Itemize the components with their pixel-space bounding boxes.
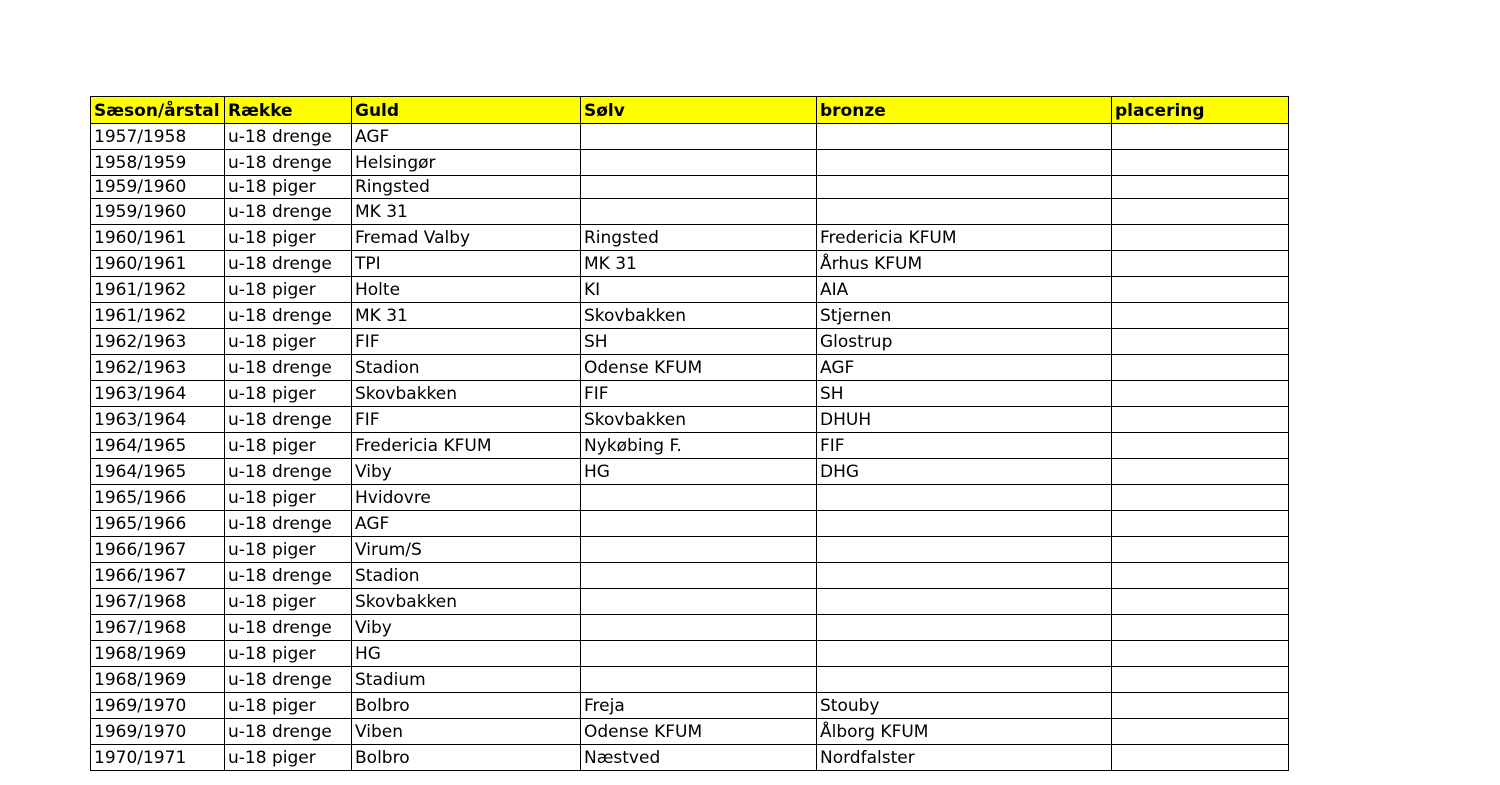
gold-cell[interactable]: Viby xyxy=(352,459,581,485)
series-cell[interactable]: u-18 piger xyxy=(225,176,352,199)
silver-cell[interactable] xyxy=(581,563,817,589)
placement-cell[interactable] xyxy=(1112,381,1289,407)
bronze-cell[interactable]: Århus KFUM xyxy=(817,251,1112,277)
season-cell[interactable]: 1964/1965 xyxy=(91,459,225,485)
placement-cell[interactable] xyxy=(1112,225,1289,251)
series-cell[interactable]: u-18 drenge xyxy=(225,511,352,537)
bronze-cell[interactable]: SH xyxy=(817,381,1112,407)
gold-cell[interactable]: AGF xyxy=(352,124,581,150)
series-cell[interactable]: u-18 piger xyxy=(225,485,352,511)
placement-cell[interactable] xyxy=(1112,329,1289,355)
table-row xyxy=(91,563,1289,589)
series-cell[interactable]: u-18 piger xyxy=(225,537,352,563)
bronze-cell[interactable]: Stouby xyxy=(817,693,1112,719)
gold-cell[interactable]: Stadion xyxy=(352,355,581,381)
silver-cell[interactable]: FIF xyxy=(581,381,817,407)
gold-cell[interactable]: FIF xyxy=(352,329,581,355)
season-cell[interactable]: 1960/1961 xyxy=(91,251,225,277)
bronze-cell[interactable]: Nordfalster xyxy=(817,745,1112,771)
silver-cell[interactable] xyxy=(581,615,817,641)
table-row xyxy=(91,251,1289,277)
gold-cell[interactable]: Skovbakken xyxy=(352,589,581,615)
gold-cell[interactable]: MK 31 xyxy=(352,199,581,225)
placement-cell[interactable] xyxy=(1112,433,1289,459)
header-cell-gold[interactable]: Guld xyxy=(352,97,581,124)
bronze-cell[interactable]: Glostrup xyxy=(817,329,1112,355)
table-row xyxy=(91,124,1289,150)
silver-cell[interactable]: Skovbakken xyxy=(581,407,817,433)
bronze-cell[interactable]: DHG xyxy=(817,459,1112,485)
silver-cell[interactable] xyxy=(581,150,817,176)
gold-cell[interactable]: FIF xyxy=(352,407,581,433)
series-cell[interactable]: u-18 piger xyxy=(225,641,352,667)
header-cell-bronze[interactable]: bronze xyxy=(817,97,1112,124)
season-cell[interactable]: 1960/1961 xyxy=(91,225,225,251)
gold-cell[interactable]: Stadion xyxy=(352,563,581,589)
series-cell[interactable]: u-18 drenge xyxy=(225,615,352,641)
series-cell[interactable]: u-18 drenge xyxy=(225,459,352,485)
bronze-cell[interactable] xyxy=(817,511,1112,537)
series-cell[interactable]: u-18 drenge xyxy=(225,407,352,433)
bronze-cell[interactable] xyxy=(817,667,1112,693)
table-row xyxy=(91,381,1289,407)
season-cell[interactable]: 1963/1964 xyxy=(91,381,225,407)
season-cell[interactable]: 1959/1960 xyxy=(91,199,225,225)
header-cell-placement[interactable]: placering xyxy=(1112,97,1289,124)
silver-cell[interactable] xyxy=(581,537,817,563)
placement-cell[interactable] xyxy=(1112,485,1289,511)
gold-cell[interactable]: Virum/S xyxy=(352,537,581,563)
season-cell[interactable]: 1970/1971 xyxy=(91,745,225,771)
table-row xyxy=(91,719,1289,745)
season-cell[interactable]: 1967/1968 xyxy=(91,615,225,641)
placement-cell[interactable] xyxy=(1112,176,1289,199)
bronze-cell[interactable] xyxy=(817,563,1112,589)
table-row xyxy=(91,225,1289,251)
silver-cell[interactable]: SH xyxy=(581,329,817,355)
series-cell[interactable]: u-18 piger xyxy=(225,329,352,355)
placement-cell[interactable] xyxy=(1112,124,1289,150)
silver-cell[interactable]: HG xyxy=(581,459,817,485)
series-cell[interactable]: u-18 piger xyxy=(225,589,352,615)
season-cell[interactable]: 1964/1965 xyxy=(91,433,225,459)
gold-cell[interactable]: Ringsted xyxy=(352,176,581,199)
placement-cell[interactable] xyxy=(1112,719,1289,745)
placement-cell[interactable] xyxy=(1112,563,1289,589)
season-cell[interactable]: 1959/1960 xyxy=(91,176,225,199)
season-cell[interactable]: 1969/1970 xyxy=(91,719,225,745)
table-row xyxy=(91,433,1289,459)
table-row xyxy=(91,329,1289,355)
season-cell[interactable]: 1958/1959 xyxy=(91,150,225,176)
season-cell[interactable]: 1961/1962 xyxy=(91,277,225,303)
season-cell[interactable]: 1968/1969 xyxy=(91,667,225,693)
bronze-cell[interactable]: AGF xyxy=(817,355,1112,381)
series-cell[interactable]: u-18 piger xyxy=(225,693,352,719)
gold-cell[interactable]: Hvidovre xyxy=(352,485,581,511)
table-row xyxy=(91,485,1289,511)
silver-cell[interactable]: KI xyxy=(581,277,817,303)
silver-cell[interactable] xyxy=(581,641,817,667)
placement-cell[interactable] xyxy=(1112,407,1289,433)
gold-cell[interactable]: MK 31 xyxy=(352,303,581,329)
placement-cell[interactable] xyxy=(1112,641,1289,667)
table-row xyxy=(91,667,1289,693)
header-row xyxy=(91,97,1289,124)
season-cell[interactable]: 1965/1966 xyxy=(91,485,225,511)
spreadsheet xyxy=(90,96,1289,771)
table-row xyxy=(91,176,1289,199)
table-row xyxy=(91,199,1289,225)
table-row xyxy=(91,511,1289,537)
placement-cell[interactable] xyxy=(1112,355,1289,381)
silver-cell[interactable]: Ringsted xyxy=(581,225,817,251)
gold-cell[interactable]: Holte xyxy=(352,277,581,303)
placement-cell[interactable] xyxy=(1112,667,1289,693)
series-cell[interactable]: u-18 piger xyxy=(225,745,352,771)
bronze-cell[interactable]: Stjernen xyxy=(817,303,1112,329)
series-cell[interactable]: u-18 drenge xyxy=(225,667,352,693)
season-cell[interactable]: 1966/1967 xyxy=(91,537,225,563)
silver-cell[interactable]: Odense KFUM xyxy=(581,355,817,381)
placement-cell[interactable] xyxy=(1112,459,1289,485)
bronze-cell[interactable] xyxy=(817,537,1112,563)
gold-cell[interactable]: TPI xyxy=(352,251,581,277)
table-row xyxy=(91,615,1289,641)
season-cell[interactable]: 1967/1968 xyxy=(91,589,225,615)
bronze-cell[interactable] xyxy=(817,176,1112,199)
placement-cell[interactable] xyxy=(1112,537,1289,563)
placement-cell[interactable] xyxy=(1112,615,1289,641)
silver-cell[interactable] xyxy=(581,667,817,693)
series-cell[interactable]: u-18 drenge xyxy=(225,563,352,589)
header-cell-series[interactable]: Række xyxy=(225,97,352,124)
season-cell[interactable]: 1969/1970 xyxy=(91,693,225,719)
series-cell[interactable]: u-18 drenge xyxy=(225,355,352,381)
gold-cell[interactable]: Fremad Valby xyxy=(352,225,581,251)
gold-cell[interactable]: Helsingør xyxy=(352,150,581,176)
bronze-cell[interactable]: Fredericia KFUM xyxy=(817,225,1112,251)
gold-cell[interactable]: Bolbro xyxy=(352,745,581,771)
table-body xyxy=(91,124,1289,771)
gold-cell[interactable]: AGF xyxy=(352,511,581,537)
bronze-cell[interactable] xyxy=(817,150,1112,176)
bronze-cell[interactable] xyxy=(817,199,1112,225)
silver-cell[interactable]: Odense KFUM xyxy=(581,719,817,745)
silver-cell[interactable]: Næstved xyxy=(581,745,817,771)
series-cell[interactable]: u-18 piger xyxy=(225,225,352,251)
bronze-cell[interactable]: Ålborg KFUM xyxy=(817,719,1112,745)
placement-cell[interactable] xyxy=(1112,511,1289,537)
series-cell[interactable]: u-18 drenge xyxy=(225,124,352,150)
silver-cell[interactable] xyxy=(581,485,817,511)
table-row xyxy=(91,641,1289,667)
gold-cell[interactable]: Fredericia KFUM xyxy=(352,433,581,459)
gold-cell[interactable]: Stadium xyxy=(352,667,581,693)
silver-cell[interactable] xyxy=(581,589,817,615)
season-cell[interactable]: 1968/1969 xyxy=(91,641,225,667)
bronze-cell[interactable] xyxy=(817,485,1112,511)
season-cell[interactable]: 1962/1963 xyxy=(91,329,225,355)
series-cell[interactable]: u-18 drenge xyxy=(225,199,352,225)
table-row xyxy=(91,589,1289,615)
series-cell[interactable]: u-18 piger xyxy=(225,277,352,303)
series-cell[interactable]: u-18 piger xyxy=(225,433,352,459)
table-row xyxy=(91,277,1289,303)
silver-cell[interactable] xyxy=(581,511,817,537)
bronze-cell[interactable] xyxy=(817,589,1112,615)
silver-cell[interactable] xyxy=(581,199,817,225)
placement-cell[interactable] xyxy=(1112,150,1289,176)
results-table xyxy=(90,96,1289,771)
season-cell[interactable]: 1962/1963 xyxy=(91,355,225,381)
season-cell[interactable]: 1957/1958 xyxy=(91,124,225,150)
placement-cell[interactable] xyxy=(1112,277,1289,303)
season-cell[interactable]: 1961/1962 xyxy=(91,303,225,329)
table-row xyxy=(91,693,1289,719)
gold-cell[interactable]: Viben xyxy=(352,719,581,745)
table-row xyxy=(91,150,1289,176)
placement-cell[interactable] xyxy=(1112,251,1289,277)
table-row xyxy=(91,745,1289,771)
header-cell-season[interactable]: Sæson/årstal xyxy=(91,97,225,124)
season-cell[interactable]: 1966/1967 xyxy=(91,563,225,589)
bronze-cell[interactable]: DHUH xyxy=(817,407,1112,433)
gold-cell[interactable]: HG xyxy=(352,641,581,667)
series-cell[interactable]: u-18 drenge xyxy=(225,150,352,176)
table-row xyxy=(91,459,1289,485)
silver-cell[interactable]: Skovbakken xyxy=(581,303,817,329)
series-cell[interactable]: u-18 drenge xyxy=(225,251,352,277)
series-cell[interactable]: u-18 piger xyxy=(225,381,352,407)
silver-cell[interactable]: Freja xyxy=(581,693,817,719)
bronze-cell[interactable] xyxy=(817,641,1112,667)
bronze-cell[interactable] xyxy=(817,124,1112,150)
silver-cell[interactable] xyxy=(581,176,817,199)
placement-cell[interactable] xyxy=(1112,745,1289,771)
silver-cell[interactable]: MK 31 xyxy=(581,251,817,277)
header-cell-silver[interactable]: Sølv xyxy=(581,97,817,124)
series-cell[interactable]: u-18 drenge xyxy=(225,303,352,329)
bronze-cell[interactable]: AIA xyxy=(817,277,1112,303)
placement-cell[interactable] xyxy=(1112,589,1289,615)
placement-cell[interactable] xyxy=(1112,303,1289,329)
gold-cell[interactable]: Bolbro xyxy=(352,693,581,719)
gold-cell[interactable]: Viby xyxy=(352,615,581,641)
silver-cell[interactable]: Nykøbing F. xyxy=(581,433,817,459)
placement-cell[interactable] xyxy=(1112,693,1289,719)
table-row xyxy=(91,537,1289,563)
silver-cell[interactable] xyxy=(581,124,817,150)
table-row xyxy=(91,407,1289,433)
season-cell[interactable]: 1965/1966 xyxy=(91,511,225,537)
table-row xyxy=(91,303,1289,329)
series-cell[interactable]: u-18 drenge xyxy=(225,719,352,745)
placement-cell[interactable] xyxy=(1112,199,1289,225)
gold-cell[interactable]: Skovbakken xyxy=(352,381,581,407)
season-cell[interactable]: 1963/1964 xyxy=(91,407,225,433)
bronze-cell[interactable] xyxy=(817,615,1112,641)
bronze-cell[interactable]: FIF xyxy=(817,433,1112,459)
table-row xyxy=(91,355,1289,381)
